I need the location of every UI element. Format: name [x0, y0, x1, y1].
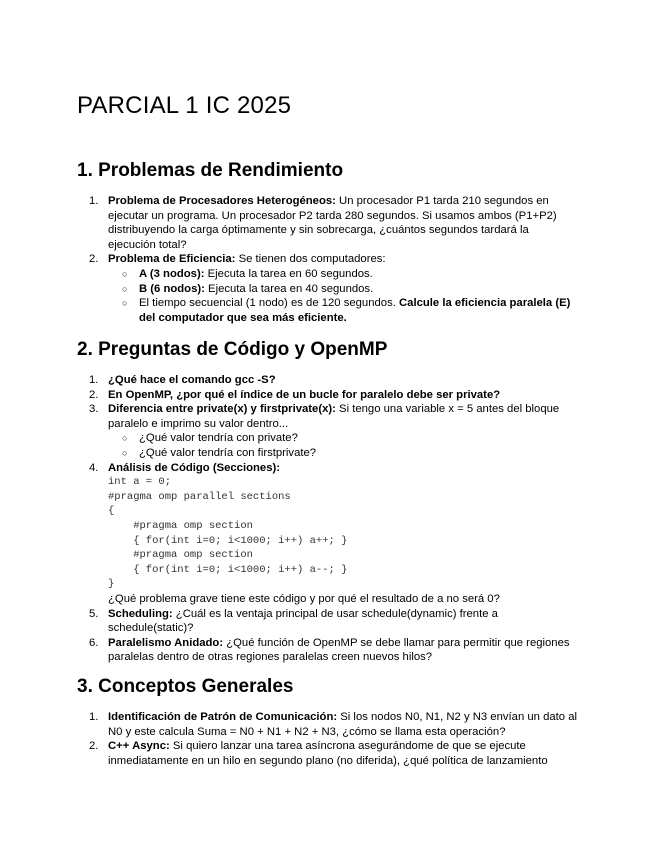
- section-3-list: [77, 710, 577, 768]
- sub-item-label: A (3 nodos):: [139, 267, 205, 280]
- item-text: Si tengo una variable x = 5 antes del bloque paralelo e imprimo su valor dentro...: [108, 403, 560, 430]
- list-item: [77, 607, 577, 636]
- list-item: [77, 252, 577, 325]
- item-label: Paralelismo Anidado:: [108, 636, 224, 649]
- item-number: 2.: [89, 253, 99, 266]
- item-followup-text: ¿Qué problema grave tiene este código y por qué el resultado de a no será 0?: [108, 592, 500, 605]
- item-number: 5.: [89, 607, 99, 620]
- item-text: Si los nodos N0, N1, N2 y N3 envían un dato al N0 y este calcula Suma = N0 + N1 + N2 + N3, ¿cómo se llama esta operación?: [108, 711, 577, 738]
- section-1-heading: 1. Problemas de Rendimiento: [77, 160, 344, 181]
- item-text: Si quiero lanzar una tarea asíncrona asegurándome de que se ejecute inmediatamente en un hilo en segundo plano (no diferida), ¿qué política de lanzamiento: [108, 740, 548, 767]
- sub-item-text: ¿Qué valor tendría con firstprivate?: [139, 446, 317, 459]
- item-label: ¿Qué hace el comando gcc -S?: [108, 374, 276, 386]
- list-item: [77, 710, 577, 739]
- item-number: 1.: [89, 711, 99, 723]
- item-text: ¿Cuál es la ventaja principal de usar schedule(dynamic) frente a schedule(static)?: [108, 607, 498, 635]
- sub-list: [108, 431, 577, 460]
- item-number: 2.: [89, 740, 99, 753]
- sub-item-emphasis: Calcule la eficiencia paralela (E) del computador que sea más eficiente.: [139, 297, 571, 324]
- list-item: [77, 373, 577, 388]
- sub-item: [108, 267, 577, 282]
- item-number: 1.: [89, 374, 99, 386]
- item-label: En OpenMP, ¿por qué el índice de un bucle for paralelo debe ser private?: [108, 388, 501, 401]
- item-label: Identificación de Patrón de Comunicación:: [108, 711, 338, 723]
- sub-item-text: Ejecuta la tarea en 40 segundos.: [204, 282, 374, 295]
- bullet-icon: ○: [122, 268, 128, 279]
- sub-item: [108, 296, 577, 325]
- item-label: Scheduling:: [108, 607, 173, 620]
- page-title: PARCIAL 1 IC 2025: [77, 92, 292, 119]
- item-number: 6.: [89, 636, 99, 649]
- section-2-list: [77, 373, 577, 665]
- section-1-list: [77, 194, 577, 325]
- list-item: [77, 388, 577, 403]
- code-block: int a = 0; #pragma omp parallel sections { #pragma omp section { for(int i=0; i<1000; i++) a++; } #pragma omp section { for(int i=0; i<1000; i++) a--; } }: [108, 476, 348, 591]
- bullet-icon: ○: [122, 447, 128, 458]
- sub-item: [108, 431, 577, 446]
- item-label: Problema de Eficiencia:: [108, 253, 236, 266]
- bullet-icon: ○: [122, 433, 128, 444]
- item-text: Se tienen dos computadores:: [235, 253, 386, 266]
- bullet-icon: ○: [122, 283, 128, 294]
- item-number: 3.: [89, 403, 99, 416]
- sub-item: [108, 282, 577, 297]
- item-text: ¿Qué función de OpenMP se debe llamar para permitir que regiones paralelas dentro de otras regiones paralelas creen nuevos hilos?: [108, 636, 570, 664]
- list-item: [77, 402, 577, 460]
- list-item: [77, 739, 577, 768]
- sub-item-text: El tiempo secuencial (1 nodo) es de 120 segundos.: [139, 297, 399, 310]
- item-label: Diferencia entre private(x) y firstprivate(x):: [108, 403, 336, 416]
- sub-item-text: Ejecuta la tarea en 60 segundos.: [204, 267, 373, 280]
- list-item: [77, 194, 577, 252]
- list-item: [77, 636, 577, 665]
- sub-list: [108, 267, 577, 325]
- bullet-icon: ○: [122, 298, 128, 309]
- sub-item-text: ¿Qué valor tendría con private?: [139, 432, 298, 445]
- item-label: C++ Async:: [108, 740, 170, 753]
- item-number: 2.: [89, 388, 99, 401]
- item-label: Análisis de Código (Secciones):: [108, 461, 280, 474]
- section-3-heading: 3. Conceptos Generales: [77, 676, 294, 697]
- item-number: 1.: [89, 195, 99, 207]
- item-number: 4.: [89, 461, 99, 474]
- sub-item-label: B (6 nodos):: [139, 282, 205, 295]
- list-item: [77, 461, 577, 607]
- section-2-heading: 2. Preguntas de Código y OpenMP: [77, 339, 388, 360]
- item-label: Problema de Procesadores Heterogéneos:: [108, 195, 336, 207]
- sub-item: [108, 446, 577, 461]
- item-text: Un procesador P1 tarda 210 segundos en ejecutar un programa. Un procesador P2 tarda 280 segundos. Si usamos ambos (P1+P2) distribuyendo la carga óptimamente y sin sobrecarga, ¿cuántos segundos tardará la ejecución total?: [108, 195, 557, 251]
